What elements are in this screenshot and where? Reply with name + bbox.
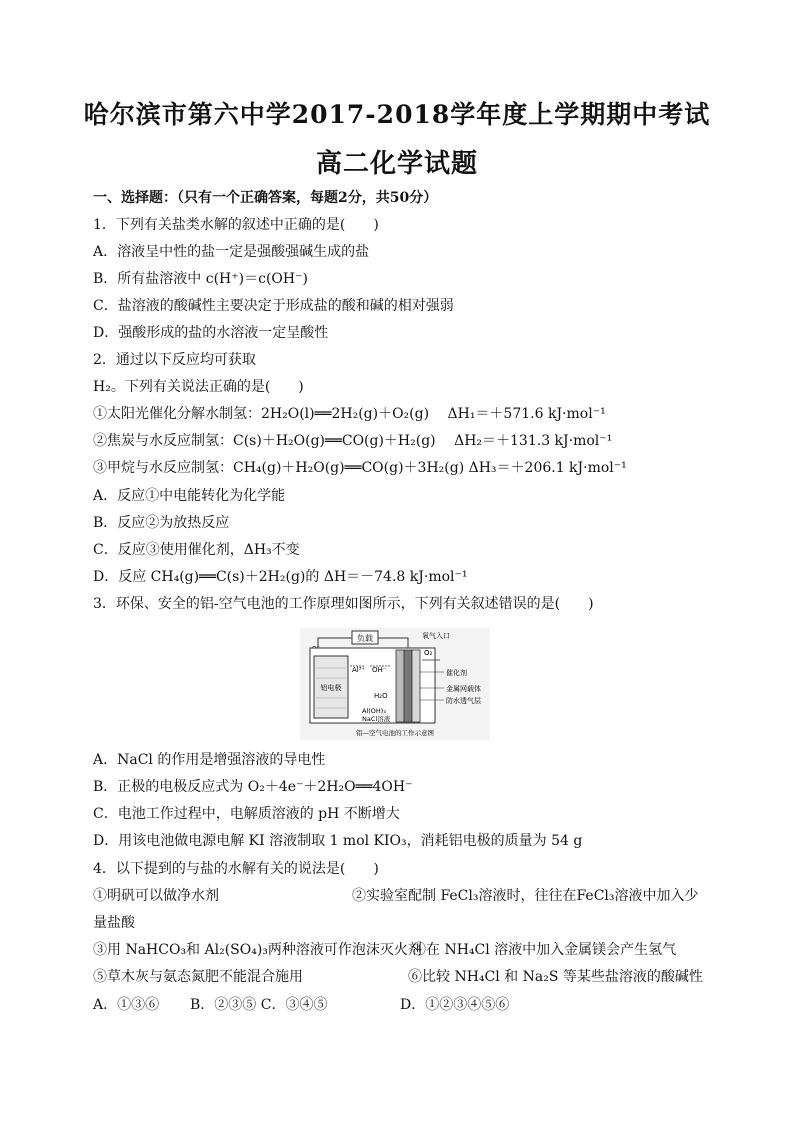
- catalyst-label: 催化剂: [446, 669, 467, 677]
- o2-label: O₂: [424, 649, 433, 657]
- q4-statement-5: ⑤草木灰与氨态氮肥不能混合施用: [93, 969, 303, 985]
- q4-statement-1: ①明矾可以做净水剂: [93, 888, 219, 904]
- product-label-1: Al(OH)₃: [362, 707, 386, 715]
- q4-stem: 4．以下提到的与盐的水解有关的说法是( ): [93, 861, 379, 877]
- q3-stem: 3．环保、安全的铝-空气电池的工作原理如图所示，下列有关叙述错误的是( ): [93, 596, 594, 612]
- mesh-label: 金属网载体: [446, 685, 481, 693]
- al-ion-label: Al³⁺: [352, 666, 366, 674]
- waterproof-layer: [412, 650, 420, 722]
- q2-option-c: C．反应③使用催化剂，ΔH₃不变: [93, 542, 300, 558]
- q2-option-b: B．反应②为放热反应: [93, 515, 230, 531]
- q2-reaction-3: ③甲烷与水反应制氢：CH₄(g)＋H₂O(g)══CO(g)＋3H₂(g) ΔH₃＝＋206.1 kJ·mol⁻¹: [93, 460, 627, 476]
- q2-option-a: A．反应①中电能转化为化学能: [93, 488, 286, 504]
- q2-reaction-1: ①太阳光催化分解水制氢：2H₂O(l)══2H₂(g)＋O₂(g) ΔH₁＝＋571.6 kJ·mol⁻¹: [93, 406, 606, 422]
- water-label: H₂O: [374, 692, 388, 700]
- al-electrode-label: 铝电极: [320, 684, 342, 692]
- q1-option-c: C．盐溶液的酸碱性主要决定于形成盐的酸和碱的相对强弱: [93, 298, 454, 314]
- catalyst-layer: [396, 650, 404, 722]
- q4-statement-6: ⑥比较 NH₄Cl 和 Na₂S 等某些盐溶液的酸碱性: [408, 969, 703, 985]
- q2-stem: 2．通过以下反应均可获取: [93, 352, 256, 368]
- q1-option-b: B．所有盐溶液中 c(H⁺)＝c(OH⁻): [93, 271, 308, 287]
- q4-option-d: D．①②③④⑤⑥: [400, 997, 510, 1013]
- section-heading: 一、选择题：（只有一个正确答案，每题2分，共50分）: [93, 190, 438, 206]
- q4-statement-3: ③用 NaHCO₃和 Al₂(SO₄)₃两种溶液可作泡沫灭火剂: [93, 942, 422, 958]
- page-title: 哈尔滨市第六中学2017-2018学年度上学期期中考试: [83, 100, 711, 129]
- q4-statement-2-cont: 量盐酸: [93, 915, 135, 931]
- battery-diagram: [300, 628, 490, 740]
- q4-statement-2: ②实验室配制 FeCl₃溶液时，往往在FeCl₃溶液中加入少: [352, 888, 699, 904]
- load-label: 负载: [357, 634, 373, 643]
- q4-option-b-c: B．②③⑤ C．③④⑤: [190, 997, 328, 1013]
- q1-option-a: A．溶液呈中性的盐一定是强酸强碱生成的盐: [93, 244, 370, 260]
- q1-option-d: D．强酸形成的盐的水溶液一定呈酸性: [93, 325, 329, 341]
- q3-option-b: B．正极的电极反应式为 O₂＋4e⁻＋2H₂O══4OH⁻: [93, 779, 413, 795]
- q3-option-d: D．用该电池做电源电解 KI 溶液制取 1 mol KIO₃，消耗铝电极的质量为 54 g: [93, 833, 583, 849]
- q1-stem: 1．下列有关盐类水解的叙述中正确的是( ): [93, 217, 379, 233]
- oh-ion-label: OH⁻: [372, 666, 387, 674]
- waterproof-label: 防水透气层: [446, 697, 481, 705]
- q4-option-a: A．①③⑥: [93, 997, 160, 1013]
- q2-option-d: D．反应 CH₄(g)══C(s)＋2H₂(g)的 ΔH＝－74.8 kJ·mol⁻¹: [93, 569, 468, 585]
- diagram-caption: 铝—空气电池的工作示意图: [356, 729, 434, 737]
- mesh-layer: [404, 650, 412, 722]
- q3-option-c: C．电池工作过程中，电解质溶液的 pH 不断增大: [93, 806, 400, 822]
- oxygen-inlet-label: 氧气入口: [422, 632, 450, 640]
- q4-statement-4: ④在 NH₄Cl 溶液中加入金属镁会产生氢气: [412, 942, 677, 958]
- product-label-2: NaCl溶液: [362, 715, 391, 723]
- q2-stem-cont: H₂。下列有关说法正确的是( ): [93, 379, 304, 395]
- page-subtitle: 高二化学试题: [315, 149, 478, 179]
- q3-option-a: A．NaCl 的作用是增强溶液的导电性: [93, 752, 326, 768]
- q2-reaction-2: ②焦炭与水反应制氢：C(s)＋H₂O(g)══CO(g)＋H₂(g) ΔH₂＝＋131.3 kJ·mol⁻¹: [93, 433, 613, 449]
